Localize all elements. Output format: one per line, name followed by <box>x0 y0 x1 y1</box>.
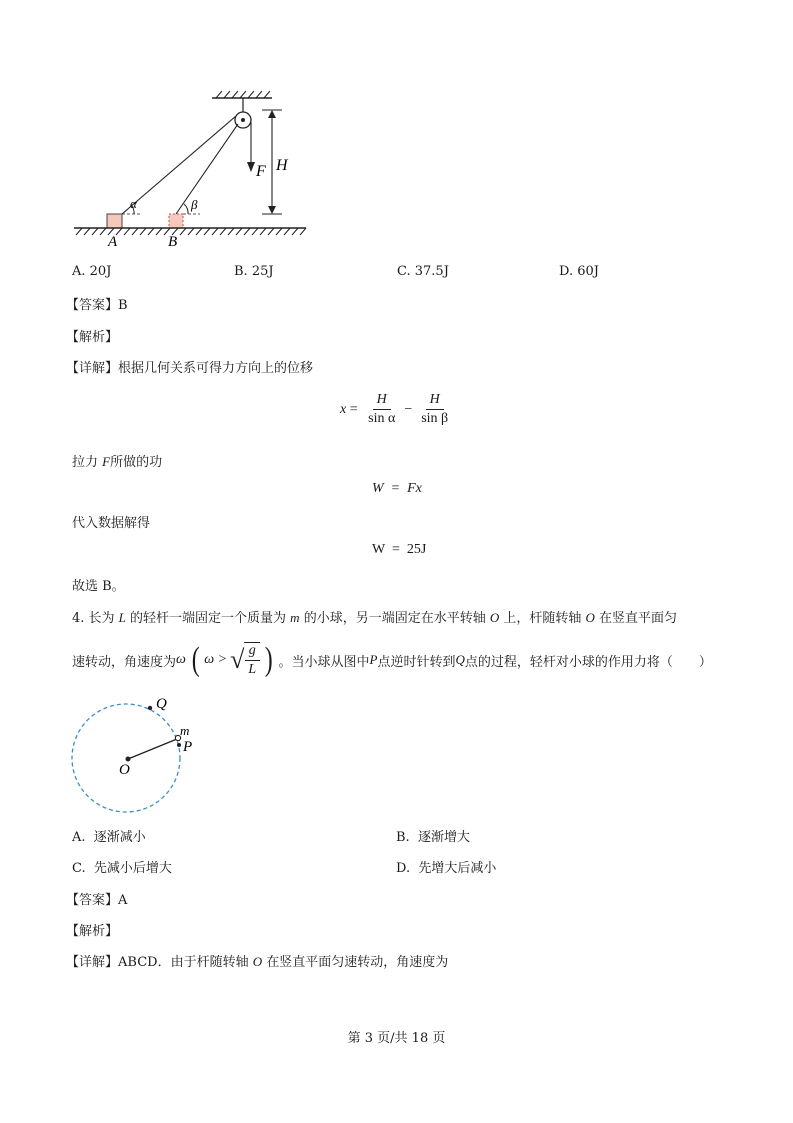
detail-text: 根据几何关系可得力方向上的位移 <box>118 361 314 376</box>
pulley-diagram <box>60 88 320 253</box>
detail-tag: 【详解】 <box>66 361 119 376</box>
q4-option-c: C. 先减小后增大 <box>72 861 172 876</box>
label-beta: β <box>191 197 198 212</box>
label-B: B <box>168 234 178 250</box>
point-P <box>177 743 181 747</box>
label-P: P <box>183 739 193 755</box>
q3-substitute-text: 代入数据解得 <box>72 516 151 531</box>
answer-tag: 【答案】 <box>66 893 119 908</box>
point-Q <box>148 706 152 710</box>
q4-option-d: D. 先增大后减小 <box>396 861 497 876</box>
rotation-diagram <box>66 696 206 818</box>
label-A: A <box>108 234 118 250</box>
equation-result: W = 25J <box>372 542 427 557</box>
rod <box>128 739 177 759</box>
block-B <box>169 214 183 228</box>
q4-analysis-heading: 【解析】 <box>66 924 119 939</box>
q3-option-a: A. 20J <box>72 264 112 279</box>
q3-work-text: 拉力 F所做的功 <box>72 454 163 470</box>
q3-analysis-heading: 【解析】 <box>66 330 119 345</box>
q3-option-d: D. 60J <box>559 264 599 279</box>
block-A <box>107 214 122 228</box>
q4-stem-line2: 速转动，角速度为 ω ( ω > √ $\frac{g}{L}$ ) 。当小球从图中 P 点逆时针转到 Q 点的过程，轻杆对小球的作用力将（ ） <box>72 641 712 678</box>
q4-option-b: B. 逐渐增大 <box>396 830 470 845</box>
q3-option-c: C. 37.5J <box>397 264 449 279</box>
label-alpha: α <box>130 196 137 211</box>
answer-tag: 【答案】 <box>66 298 119 313</box>
omega-condition: ( ω > √ $\frac{g}{L}$ ) <box>191 641 273 678</box>
page-footer: 第 3 页/共 18 页 <box>347 1031 446 1046</box>
label-O: O <box>119 762 130 778</box>
q4-answer <box>66 889 127 908</box>
label-F: F <box>256 163 266 180</box>
label-H: H <box>276 157 288 174</box>
q4-option-a: A. 逐渐减小 <box>72 830 146 845</box>
label-Q: Q <box>156 696 167 712</box>
q3-option-b: B. 25J <box>234 264 274 279</box>
pivot-O <box>126 757 131 762</box>
q3-answer <box>66 294 128 313</box>
q4-detail: 【详解】ABCD．由于杆随转轴 O 在竖直平面匀速转动，角速度为 <box>66 954 449 970</box>
q4-stem-line1: 4. 长为 L 的轻杆一端固定一个质量为 m 的小球，另一端固定在水平转轴 O 上，杆随转轴 O 在竖直平面匀 <box>72 610 678 626</box>
q3-detail <box>66 357 313 376</box>
answer-value: B <box>118 298 128 313</box>
q3-conclusion: 故选 B。 <box>72 579 125 594</box>
equation-work: W = Fx <box>372 481 422 496</box>
equation-displacement: x = $\frac{H}{\text{sin α}}$ − $\frac{H}{\text{sin β}}$ <box>340 392 449 426</box>
label-m: m <box>180 723 190 738</box>
answer-value: A <box>118 893 128 908</box>
